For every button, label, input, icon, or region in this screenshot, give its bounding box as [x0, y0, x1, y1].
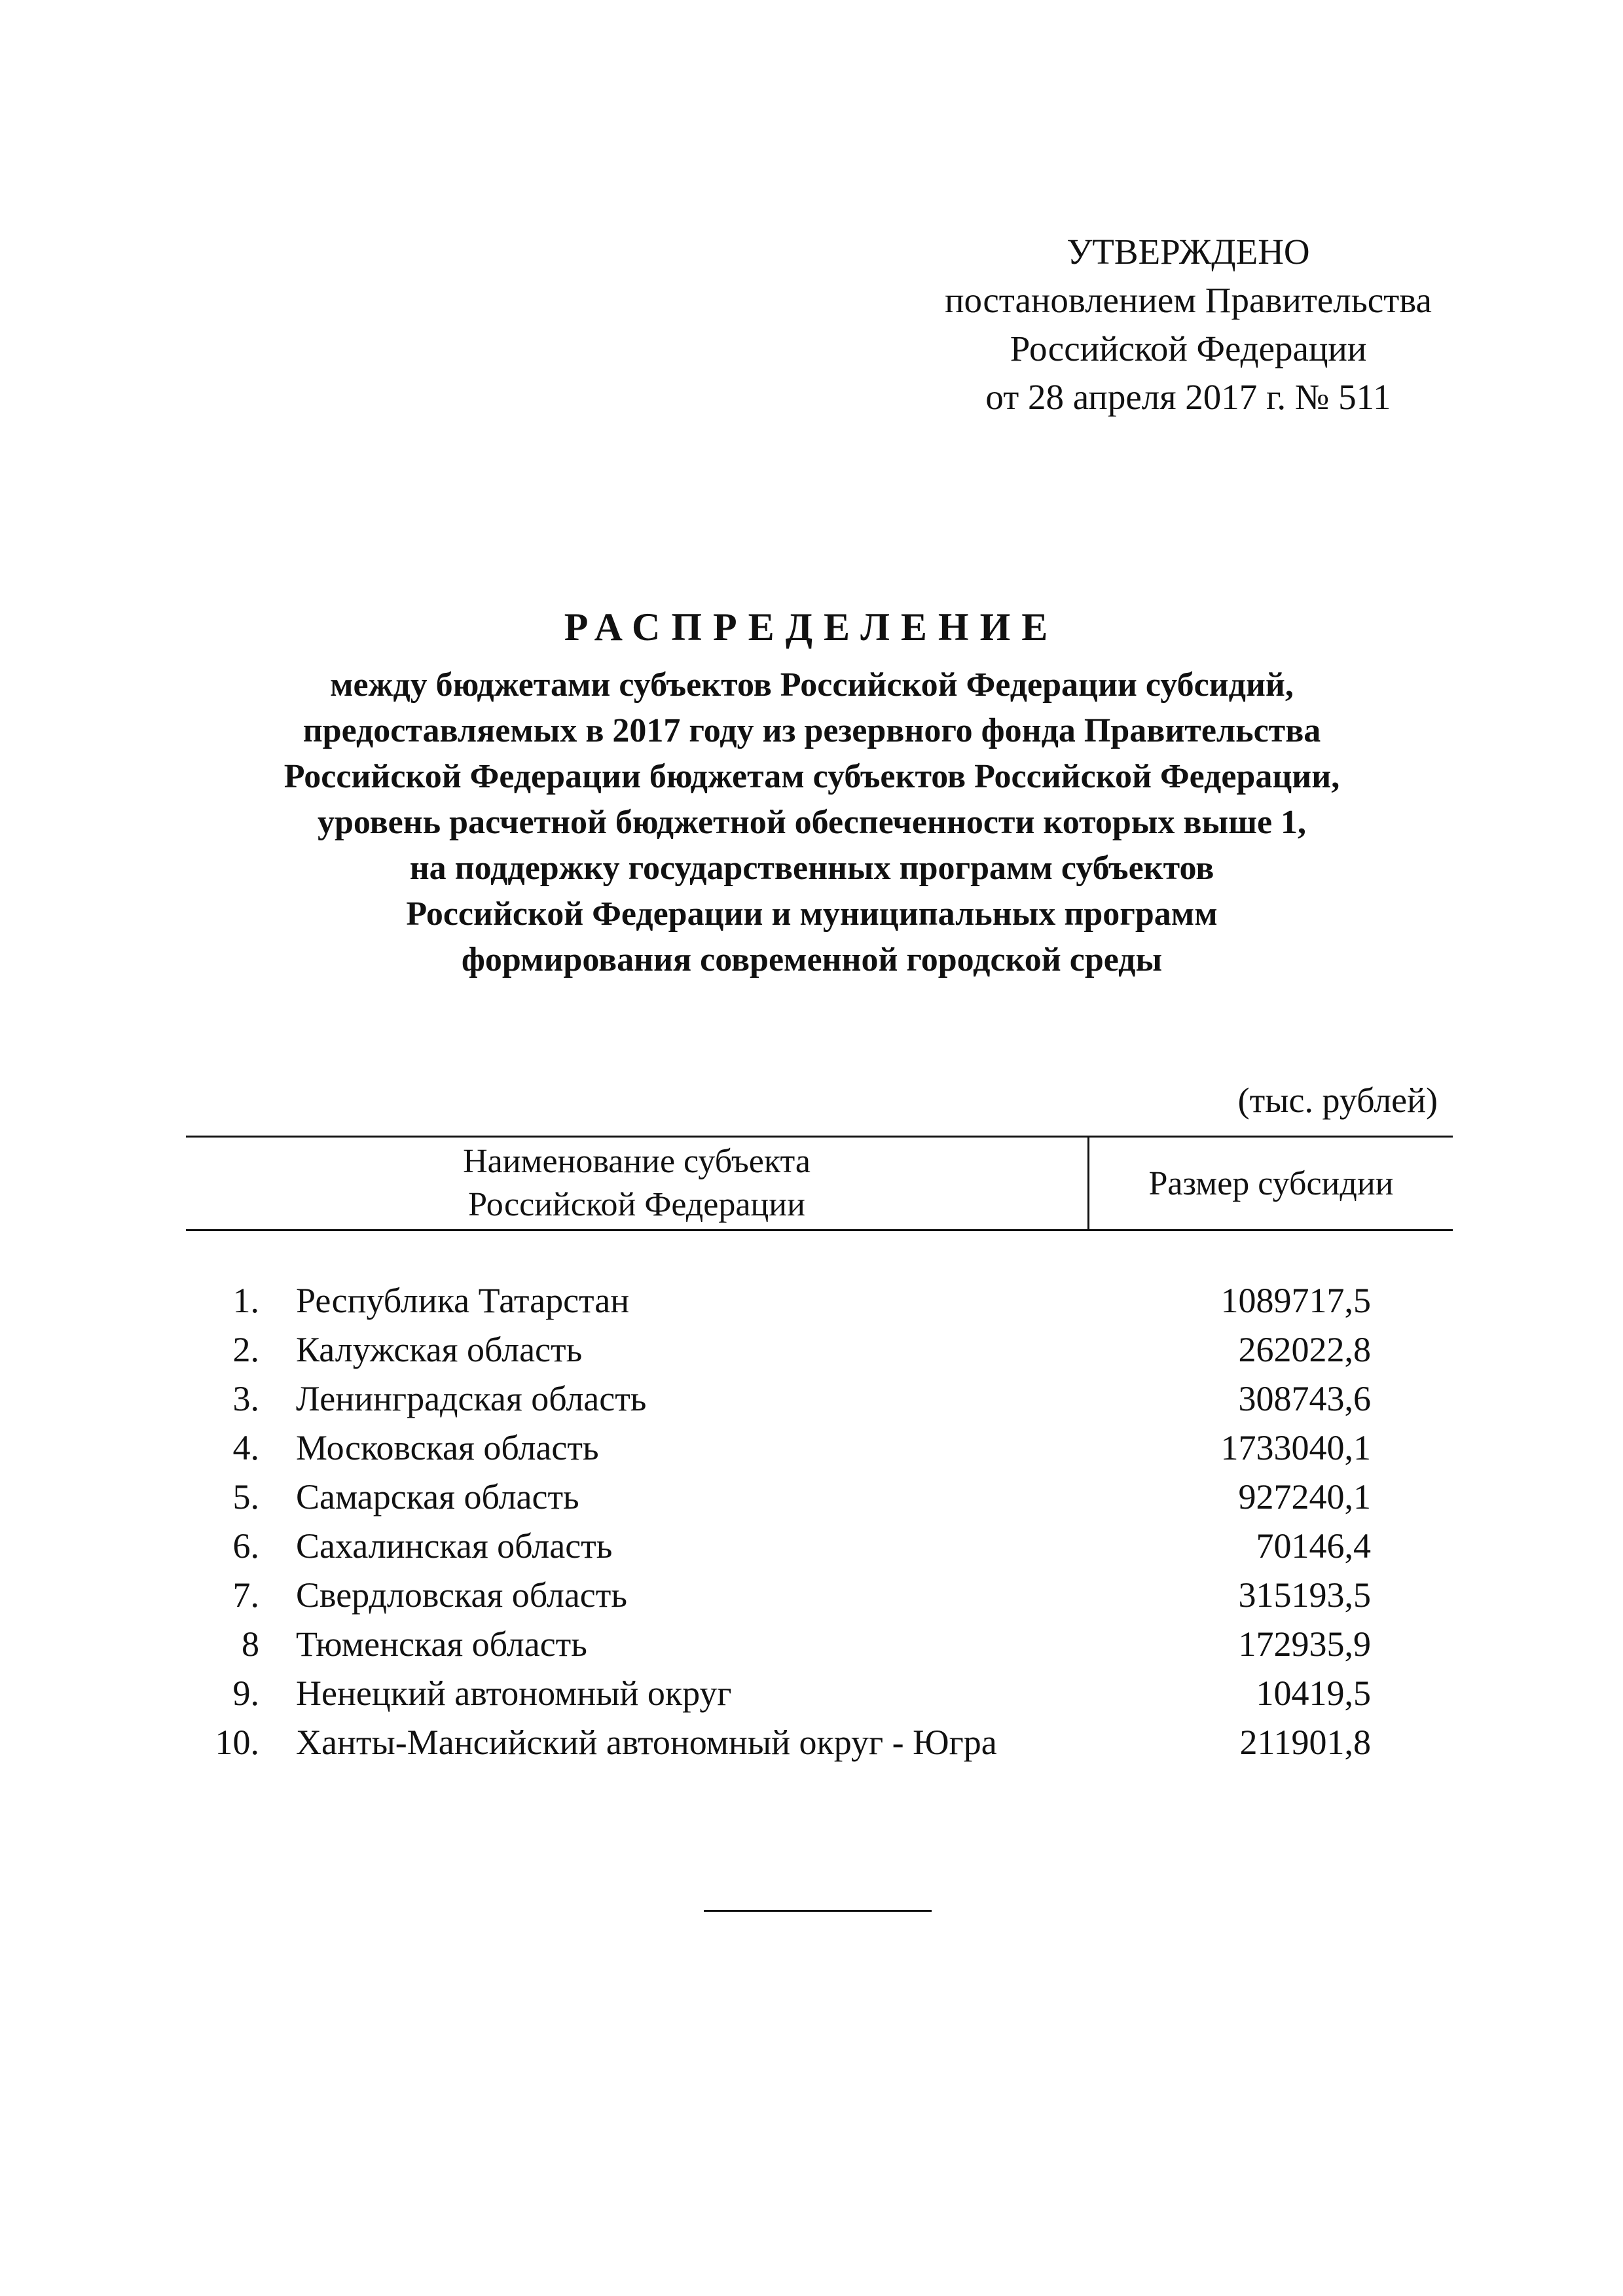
row-subsidy-value: 927240,1 [1238, 1477, 1371, 1516]
row-subsidy-value: 70146,4 [1256, 1526, 1371, 1566]
row-subject-name: Московская область [296, 1428, 599, 1467]
approval-federation-line: Российской Федерации [1010, 329, 1367, 368]
row-number: 5. [232, 1477, 259, 1516]
table-row [186, 1276, 1453, 1325]
row-subsidy-value: 172935,9 [1238, 1624, 1371, 1664]
row-subsidy-value: 262022,8 [1238, 1330, 1371, 1369]
row-subsidy-value: 211901,8 [1239, 1723, 1371, 1762]
table-row [186, 1620, 1453, 1669]
row-subsidy-value: 308743,6 [1238, 1379, 1371, 1418]
row-number: 1. [232, 1281, 259, 1320]
row-subject-name: Ненецкий автономный округ [296, 1674, 732, 1713]
table-row [186, 1374, 1453, 1424]
units-label: (тыс. рублей) [1237, 1081, 1438, 1120]
column-header-subsidy: Размер субсидии [1148, 1164, 1394, 1202]
row-subject-name: Республика Татарстан [296, 1281, 630, 1320]
approval-decree-line: постановлением Правительства [945, 280, 1432, 320]
table-row [186, 1571, 1453, 1620]
subtitle-line: Российской Федерации бюджетам субъектов Российской Федерации, [283, 758, 1340, 795]
table-row [186, 1325, 1453, 1374]
table-header [186, 1136, 1453, 1231]
row-number: 4. [232, 1428, 259, 1467]
row-number: 3. [232, 1379, 259, 1418]
document-title: РАСПРЕДЕЛЕНИЕ [564, 605, 1059, 649]
row-subject-name: Ханты-Мансийский автономный округ - Югра [296, 1723, 997, 1762]
end-divider [704, 1910, 932, 1912]
row-subsidy-value: 1733040,1 [1220, 1428, 1371, 1467]
subtitle-line: между бюджетами субъектов Российской Федерации субсидий, [330, 666, 1294, 704]
row-subject-name: Сахалинская область [296, 1526, 613, 1566]
approval-block [773, 228, 1604, 422]
subtitle-line: на поддержку государственных программ субъектов [409, 850, 1214, 887]
column-header-subject [186, 1138, 1089, 1229]
table-row [186, 1718, 1453, 1767]
row-subject-name: Свердловская область [296, 1575, 627, 1615]
subtitle-line: формирования современной городской среды [461, 941, 1163, 978]
table-row [186, 1522, 1453, 1571]
row-subject-name: Ленинградская область [296, 1379, 647, 1418]
row-number: 2. [232, 1330, 259, 1369]
row-number: 8 [242, 1624, 259, 1664]
row-subject-name: Калужская область [296, 1330, 583, 1369]
table-row [186, 1424, 1453, 1473]
table-row [186, 1669, 1453, 1718]
row-subject-name: Тюменская область [296, 1624, 587, 1664]
row-subject-name: Самарская область [296, 1477, 579, 1516]
approval-heading: УТВЕРЖДЕНО [1067, 232, 1310, 272]
row-subsidy-value: 10419,5 [1256, 1674, 1371, 1713]
row-number: 9. [232, 1674, 259, 1713]
row-number: 7. [232, 1575, 259, 1615]
subtitle-line: уровень расчетной бюджетной обеспеченности которых выше 1, [317, 804, 1307, 841]
column-header-subject-line1: Наименование субъекта [463, 1143, 811, 1180]
row-subsidy-value: 315193,5 [1238, 1575, 1371, 1615]
row-number: 6. [232, 1526, 259, 1566]
row-subsidy-value: 1089717,5 [1220, 1281, 1371, 1320]
subtitle-line: Российской Федерации и муниципальных программ [406, 895, 1218, 933]
table-body [186, 1276, 1453, 1767]
subtitle-line: предоставляемых в 2017 году из резервного фонда Правительства [302, 712, 1321, 749]
document-subtitle [157, 662, 1467, 983]
row-number: 10. [215, 1723, 259, 1762]
column-header-subject-line2: Российской Федерации [468, 1186, 805, 1223]
approval-date-number: от 28 апреля 2017 г. № 511 [985, 377, 1391, 417]
table-row [186, 1473, 1453, 1522]
